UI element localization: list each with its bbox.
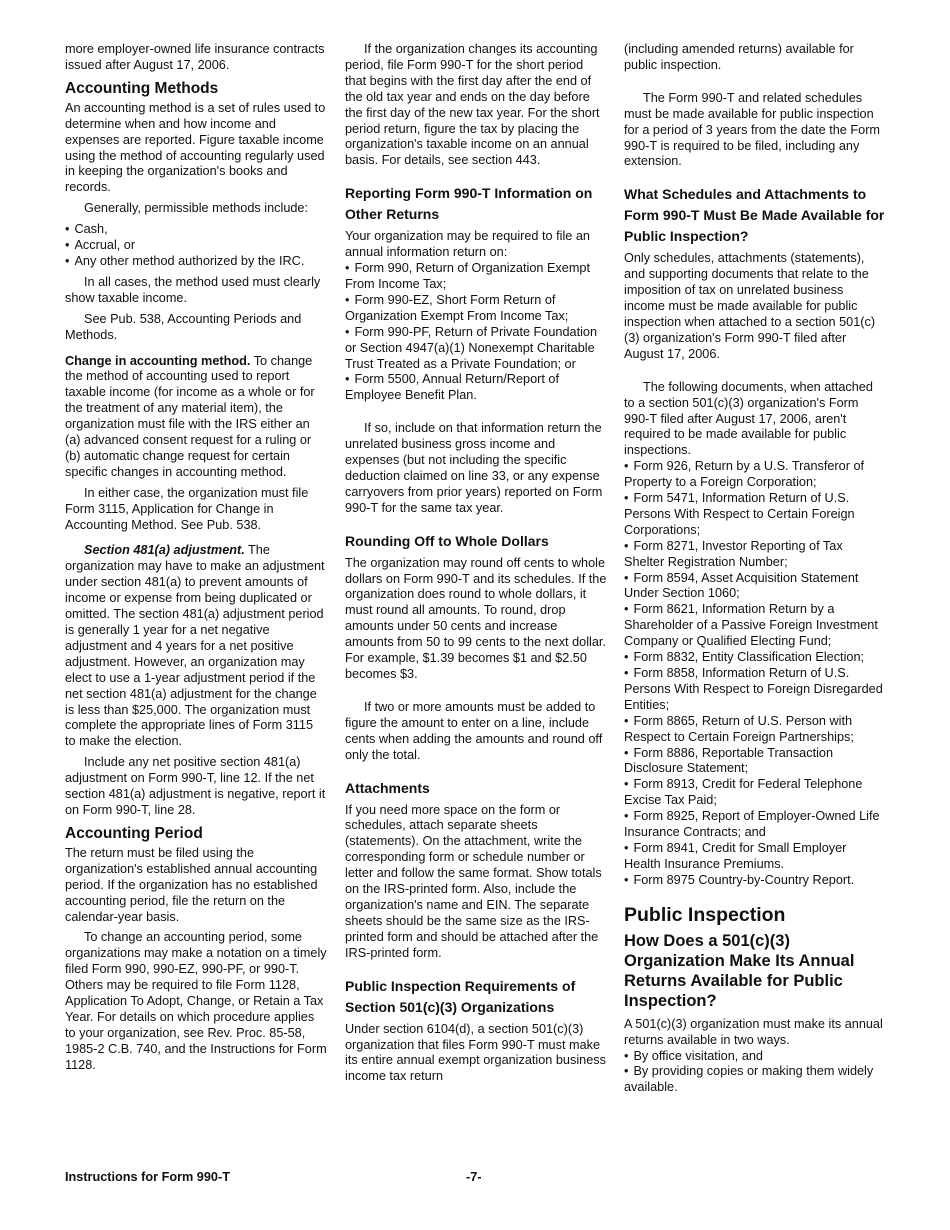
list-item: • Any other method authorized by the IRC.: [65, 254, 327, 270]
paragraph: Under section 6104(d), a section 501(c)(3) organization that files Form 990-T must make its entire annual exempt organization business income tax return: [345, 1021, 606, 1084]
run-in-heading: Section 481(a) adjustment.: [84, 543, 245, 558]
heading-accounting-period: Accounting Period: [65, 824, 203, 842]
column-2: [345, 42, 607, 1090]
list-item: • Form 5500, Annual Return/Report of Employee Benefit Plan.: [345, 372, 607, 404]
heading-public-inspection-requirements: Public Inspection Requirements of Section 501(c)(3) Organizations: [345, 977, 576, 1015]
heading-rounding: Rounding Off to Whole Dollars: [345, 532, 549, 549]
heading-what-schedules: What Schedules and Attachments to Form 990-T Must Be Made Available for Public Inspection?: [624, 186, 885, 245]
list-item: • Form 8832, Entity Classification Election;: [624, 650, 886, 666]
returns-list: [345, 261, 607, 404]
paragraph: Generally, permissible methods include:: [84, 201, 309, 216]
list-item: • Form 990-EZ, Short Form Return of Organization Exempt From Income Tax;: [345, 293, 607, 325]
column-1: [65, 42, 327, 1079]
list-item: • Form 926, Return by a U.S. Transferor of Property to a Foreign Corporation;: [624, 459, 886, 491]
list-item: • By providing copies or making them widely available.: [624, 1064, 886, 1096]
paragraph: If the organization changes its accounting period, file Form 990-T for the short period that begins with the first day after the end of the old tax year and ends on the day before the first day of the new tax year. For the short period return, figure the tax by placing the organization's taxable income on an annual basis. For details, see section 443.: [345, 42, 600, 168]
heading-attachments: Attachments: [345, 779, 430, 796]
paragraph: In all cases, the method used must clearly show taxable income.: [65, 274, 321, 305]
paragraph-body: The organization may have to make an adjustment under section 481(a) to prevent amounts of income or expense from being duplicated or omitted. The section 481(a) adjustment period is generally 1 year for a net negative adjustment and 4 years for a net positive adjustment. However, an organization may elect to use a 1-year adjustment period if the net section 481(a) adjustment for the change is less than $25,000. The organization must complete the appropriate lines of Form 3115 to make the election.: [65, 543, 325, 749]
paragraph-body: To change the method of accounting used to report taxable income (for income as a whole or for the treatment of any material item), the organization must file with the IRS either an (a) advanced consent request for a ruling or (b) automatic change request for certain specific changes in accounting method.: [65, 353, 315, 479]
paragraph: To change an accounting period, some organizations may make a notation on a timely filed Form 990, 990-EZ, 990-PF, or 990-T. Others may be required to file Form 1128, Application To Adopt, Change, or Retain a Tax Year. For details on which procedure applies to your organization, see Rev. Proc. 85-58, 1985-2 C.B. 740, and the Instructions for Form 1128.: [65, 930, 327, 1072]
section-481-paragraph: [65, 543, 327, 750]
list-item: • Accrual, or: [65, 238, 327, 254]
list-item: • Form 5471, Information Return of U.S. Persons With Respect to Certain Foreign Corporations;: [624, 491, 886, 539]
paragraph: The Form 990-T and related schedules must be made available for public inspection for a period of 3 years from the date the Form 990-T is required to be filed, including any extension.: [624, 90, 880, 169]
list-item: • Form 8621, Information Return by a Shareholder of a Passive Foreign Investment Company or Qualified Electing Fund;: [624, 602, 886, 650]
paragraph: Include any net positive section 481(a) adjustment on Form 990-T, line 12. If the net section 481(a) adjustment is negative, report it on Form 990-T, line 28.: [65, 755, 326, 817]
list-item: • Form 8941, Credit for Small Employer Health Insurance Premiums.: [624, 841, 886, 873]
list-item: • Form 990, Return of Organization Exempt From Income Tax;: [345, 261, 607, 293]
list-item: • Form 8594, Asset Acquisition Statement Under Section 1060;: [624, 571, 886, 603]
paragraph: The return must be filed using the organization's established annual accounting period. If the organization has no established accounting period, file the return on the calendar-year basis.: [65, 845, 318, 924]
paragraph: Your organization may be required to file an annual information return on:: [345, 229, 590, 260]
list-item: • Form 8865, Return of U.S. Person with Respect to Certain Foreign Partnerships;: [624, 714, 886, 746]
heading-reporting-other-returns: Reporting Form 990-T Information on Other Returns: [345, 185, 593, 223]
paragraph: See Pub. 538, Accounting Periods and Methods.: [65, 311, 302, 342]
paragraph: If you need more space on the form or schedules, attach separate sheets (statements). On the attachment, write the corresponding form or schedule number or letter and follow the same format. Show totals on the IRS-printed form. Also, include the organization's name and EIN. The separate sheets should be the same size as the IRS-printed form and should be attached after the IRS-printed form.: [345, 802, 602, 960]
heading-public-inspection: Public Inspection: [624, 903, 786, 926]
paragraph: A 501(c)(3) organization must make its annual returns available in two ways.: [624, 1016, 883, 1047]
paragraph: An accounting method is a set of rules used to determine when and how income and expenses are reported. Figure taxable income using the method of accounting regularly used in keeping the organization's books and records.: [65, 100, 326, 195]
list-item: • Form 8913, Credit for Federal Telephone Excise Tax Paid;: [624, 777, 886, 809]
list-item: • Form 8975 Country-by-Country Report.: [624, 873, 886, 889]
list-item: • By office visitation, and: [624, 1049, 886, 1065]
paragraph: The organization may round off cents to whole dollars on Form 990-T and its schedules. If the organization does round to whole dollars, it must round all amounts. To round, drop amounts under 50 cents and increase amounts from 50 to 99 cents to the next dollar. For example, $1.39 becomes $1 and $2.50 becomes $3.: [345, 555, 607, 681]
list-item: • Form 8886, Reportable Transaction Disclosure Statement;: [624, 746, 886, 778]
paragraph: If so, include on that information return the unrelated business gross income and expenses (but not including the specific deduction claimed on line 33, or any expense carryovers from prior years) reported on Form 990-T for the same tax year.: [345, 421, 603, 515]
list-item: • Form 8925, Report of Employer-Owned Life Insurance Contracts; and: [624, 809, 886, 841]
footer-form-title: Instructions for Form 990-T: [65, 1170, 230, 1184]
paragraph: (including amended returns) available for public inspection.: [624, 42, 854, 72]
change-method-paragraph: [65, 354, 327, 481]
methods-list: [65, 222, 327, 270]
list-item: • Form 990-PF, Return of Private Foundation or Section 4947(a)(1) Nonexempt Charitable Trust Treated as a Private Foundation; or: [345, 325, 607, 373]
excluded-documents-list: [624, 459, 886, 888]
paragraph: Only schedules, attachments (statements), and supporting documents that relate to the imposition of tax on unrelated business income must be made available for public inspection when attached to a section 501(c)(3) organization's Form 990-T filed after August 17, 2006.: [624, 251, 876, 361]
heading-accounting-methods: Accounting Methods: [65, 79, 219, 97]
list-item: • Form 8858, Information Return of U.S. Persons With Respect to Foreign Disregarded Entities;: [624, 666, 886, 714]
paragraph: The following documents, when attached to a section 501(c)(3) organization's Form 990-T filed after August 17, 2006, aren't required to be made available for public inspections.: [624, 379, 873, 458]
list-item: • Cash,: [65, 222, 327, 238]
heading-how-available: How Does a 501(c)(3) Organization Make Its Annual Returns Available for Public Inspection?: [624, 931, 855, 1010]
list-item: • Form 8271, Investor Reporting of Tax Shelter Registration Number;: [624, 539, 886, 571]
ways-list: [624, 1049, 886, 1097]
paragraph: If two or more amounts must be added to figure the amount to enter on a line, include cents when adding the amounts and round off only the total.: [345, 699, 603, 762]
page-number: -7-: [466, 1170, 482, 1184]
paragraph: In either case, the organization must file Form 3115, Application for Change in Accounting Method. See Pub. 538.: [65, 485, 309, 532]
run-in-heading: Change in accounting method.: [65, 353, 251, 368]
column-3: [624, 42, 886, 1101]
paragraph: more employer-owned life insurance contracts issued after August 17, 2006.: [65, 42, 325, 72]
